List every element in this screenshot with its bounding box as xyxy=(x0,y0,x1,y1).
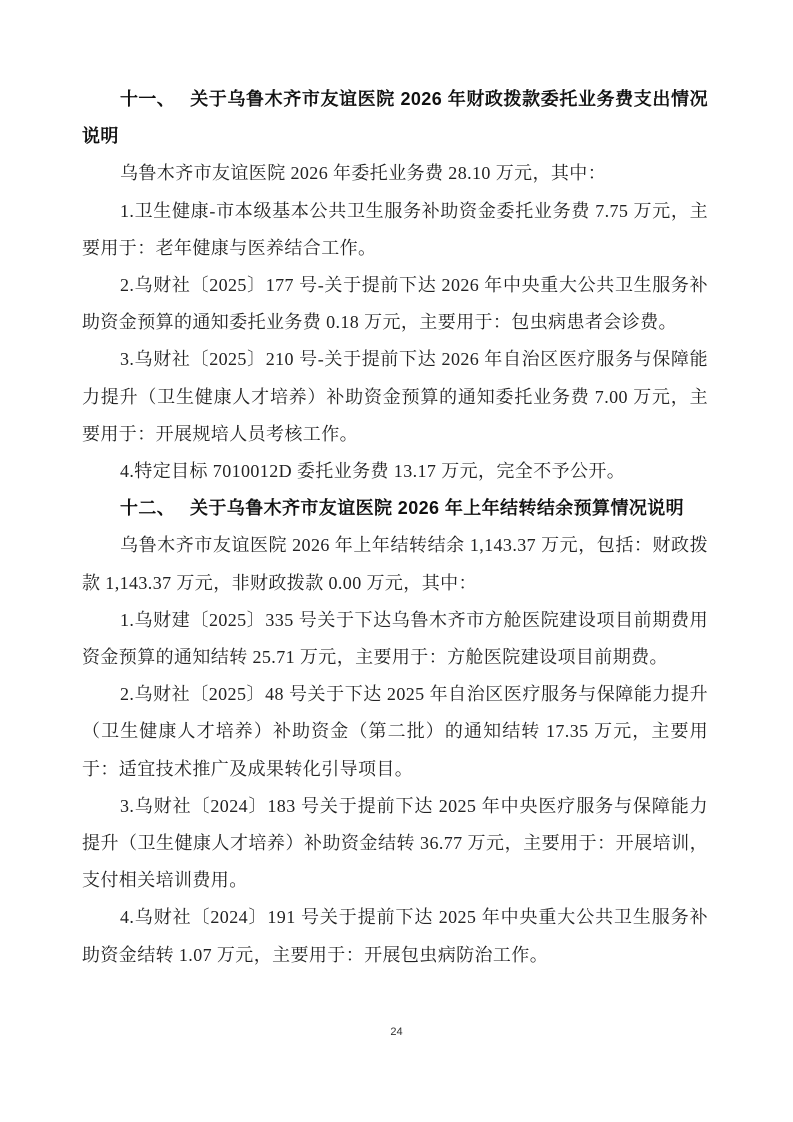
list-item-2: 2.乌财社〔2025〕177 号-关于提前下达 2026 年中央重大公共卫生服务补助资金预算的通知委托业务费 0.18 万元，主要用于：包虫病患者会诊费。 xyxy=(82,275,708,333)
list-item-4: 4.乌财社〔2024〕191 号关于提前下达 2025 年中央重大公共卫生服务补助资金结转 1.07 万元，主要用于：开展包虫病防治工作。 xyxy=(82,907,708,965)
section-heading-12 xyxy=(82,490,708,527)
section-heading-11 xyxy=(82,81,708,155)
section-title: 关于乌鲁木齐市友谊医院 2026 年财政拨款委托业务费支出情况说明 xyxy=(82,89,708,147)
list-item-3: 3.乌财社〔2025〕210 号-关于提前下达 2026 年自治区医疗服务与保障能力提升（卫生健康人才培养）补助资金预算的通知委托业务费 7.00 万元，主要用于：开展规培人员考核工作。 xyxy=(82,349,708,444)
list-item-2: 2.乌财社〔2025〕48 号关于下达 2025 年自治区医疗服务与保障能力提升（卫生健康人才培养）补助资金（第二批）的通知结转 17.35 万元，主要用于：适宜技术推广及成果转化引导项目。 xyxy=(82,684,708,779)
intro-paragraph: 乌鲁木齐市友谊医院 2026 年委托业务费 28.10 万元，其中： xyxy=(120,163,607,184)
list-item-4: 4.特定目标 7010012D 委托业务费 13.17 万元，完全不予公开。 xyxy=(120,461,626,482)
list-item-3: 3.乌财社〔2024〕183 号关于提前下达 2025 年中央医疗服务与保障能力提升（卫生健康人才培养）补助资金结转 36.77 万元，主要用于：开展培训，支付相关培训费用。 xyxy=(82,795,708,891)
page-body xyxy=(82,81,708,974)
section-number: 十二、 xyxy=(120,498,176,519)
list-item-1: 1.乌财建〔2025〕335 号关于下达乌鲁木齐市方舱医院建设项目前期费用资金预算的通知结转 25.71 万元，主要用于：方舱医院建设项目前期费。 xyxy=(82,609,708,668)
list-item-1: 1.卫生健康-市本级基本公共卫生服务补助资金委托业务费 7.75 万元，主要用于：老年健康与医养结合工作。 xyxy=(82,200,708,258)
intro-paragraph: 乌鲁木齐市友谊医院 2026 年上年结转结余 1,143.37 万元，包括：财政拨款 1,143.37 万元，非财政拨款 0.00 万元，其中： xyxy=(82,535,708,593)
page-number: 24 xyxy=(390,1026,403,1038)
section-number: 十一、 xyxy=(120,89,176,109)
section-title: 关于乌鲁木齐市友谊医院 2026 年上年结转结余预算情况说明 xyxy=(190,498,685,519)
